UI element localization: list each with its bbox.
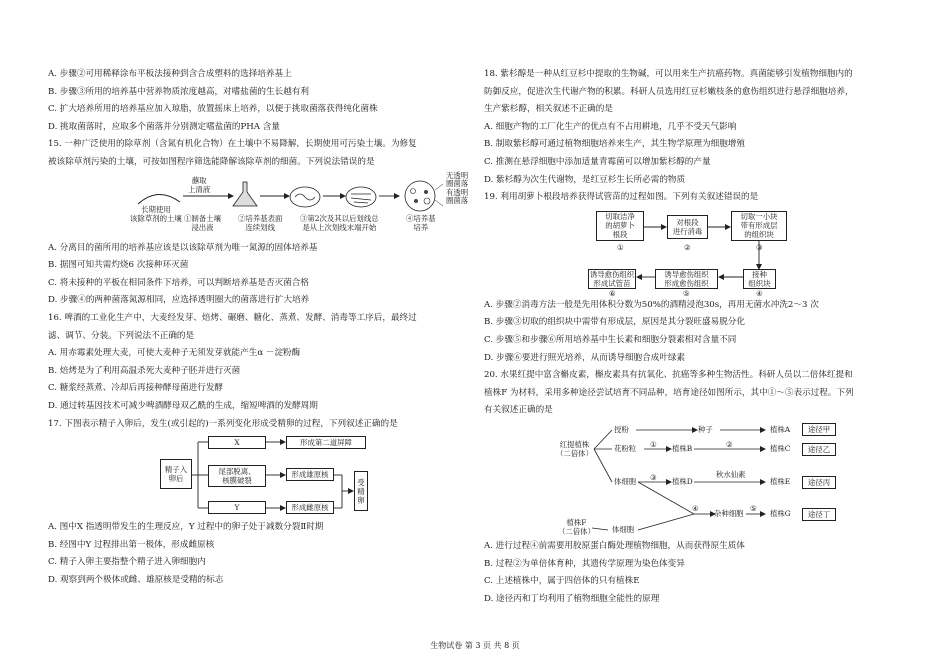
q14-option-c: C. 扩大培养所用的培养基应加入琼脂，放置摇床上培养，以便于挑取菌落获得纯化菌株 <box>48 104 378 115</box>
q18-stem-line2: 防御反应，促进次生代谢产物的积累。科研人员选用红豆杉嫩枝条的愈伤组织进行悬浮细胞培养， <box>484 86 854 97</box>
q20-option-c: C. 上述植株中，属于四倍体的只有植株E <box>484 576 640 587</box>
q19-num4: ④ <box>756 288 763 298</box>
q20-route-yi: 途径乙 <box>802 443 836 456</box>
q19-box1: 切取洁净 的胡萝卜 根段 <box>596 211 644 241</box>
q19-option-a: A. 步骤②消毒方法一般是先用体积分数为50%的酒精浸泡30s，再用无菌水冲洗2～3 次 <box>484 299 819 310</box>
right-column <box>484 66 904 608</box>
q19-option-d: D. 步骤⑥要进行照光培养，从而诱导细胞合成叶绿素 <box>484 352 686 363</box>
q20-figure <box>484 420 904 538</box>
q20-shoufen-label: 授粉 <box>614 424 629 434</box>
q20-num4: ④ <box>692 503 699 513</box>
q19-num1: ① <box>617 242 624 252</box>
q18-option-d: D. 紫杉醇为次生代谢物，是红豆杉生长所必需的物质 <box>484 174 686 185</box>
q17-start-box: 精子入 卵后 <box>160 459 192 489</box>
q15-step4-label: ④培养基 培养 <box>406 213 436 232</box>
q20-plantf-label: 植株F （二倍体） <box>558 517 595 536</box>
q20-plant-e: 植株E <box>770 476 791 486</box>
q19-num3: ③ <box>756 242 763 252</box>
q20-num3: ③ <box>650 472 657 482</box>
q18-option-b: B. 制取紫杉醇可通过植物细胞培养来生产，其生物学原理为细胞增殖 <box>484 139 745 150</box>
q18-option-c: C. 推测在悬浮细胞中添加适量青霉菌可以增加紫杉醇的产量 <box>484 156 711 167</box>
q20-tixibao2-label: 体细胞 <box>612 524 635 534</box>
q16-stem-line2: 滤、调节、分装。下列说法不正确的是 <box>48 330 195 341</box>
q15-step2-label: ②培养基表面 连续划线 <box>238 213 283 232</box>
q16-option-d: D. 通过转基因技术可减少啤酒酵母双乙酰的生成，缩短啤酒的发酵周期 <box>48 400 318 411</box>
q20-num1: ① <box>650 439 657 449</box>
q20-tixibao-label: 体细胞 <box>614 476 637 486</box>
q20-plant-g: 植株G <box>770 508 791 518</box>
q15-result-label: 无透明 圈菌落 有透明 圈菌落 <box>446 170 469 206</box>
q19-stem: 19. 利用胡萝卜根段培养获得试管苗的过程如图。下列有关叙述错误的是 <box>484 192 759 203</box>
q17-option-b: B. 经图中Y 过程排出第一极体，形成雌原核 <box>48 539 215 550</box>
q20-route-ding: 途径丁 <box>802 508 836 521</box>
q20-option-a: A. 进行过程④前需要用胶原蛋白酶处理植物细胞，从而获得原生质体 <box>484 540 745 551</box>
q14-option-b: B. 步骤③所用的培养基中营养物质浓度越高，对嗜盐菌的生长越有利 <box>48 86 309 97</box>
q14-option-a: A. 步骤②可用稀释涂布平板法接种到含合成塑料的选择培养基上 <box>48 69 292 79</box>
q17-option-c: C. 精子入卵主要指整个精子进入卵细胞内 <box>48 557 206 568</box>
q19-option-b: B. 步骤③切取的组织块中需带有形成层，原因是其分裂旺盛易脱分化 <box>484 317 745 328</box>
q15-step3-label: ③第2次及其以后划线总 是从上次划线末端开始 <box>300 213 379 232</box>
q20-plant-d: 植株D <box>672 476 693 486</box>
q20-route-jia: 途径甲 <box>802 423 836 436</box>
q20-stem-line3: 有关叙述正确的是 <box>484 405 553 416</box>
q14-option-d: D. 挑取菌落时，应取多个菌落并分别测定嗜盐菌的PHA 含量 <box>48 121 280 132</box>
q17-stem: 17. 下图表示精子入卵后，发生(或引起的)一系列变化形成受精卵的过程，下列叙述正确的是 <box>48 418 398 429</box>
q15-option-d: D. 步骤④的两种菌落氮源相同，应选择透明圈大的菌落进行扩大培养 <box>48 295 310 306</box>
q20-huafen-label: 花粉粒 <box>614 443 637 453</box>
q15-step1-label: ①制备土壤 浸出液 <box>184 213 221 232</box>
q17-option-a: A. 图中X 指透明带发生的生理反应，Y 过程中的卵子处于减数分裂Ⅱ时期 <box>48 522 324 533</box>
q20-plant-c: 植株C <box>770 443 791 453</box>
q19-box6: 诱导愈伤组织 形成试管苗 <box>589 269 635 288</box>
q15-figure <box>48 170 469 240</box>
q19-box4: 接种 组织块 <box>743 269 776 289</box>
q20-option-b: B. 过程②为单倍体育种，其遗传学原理为染色体变异 <box>484 558 685 569</box>
left-column <box>48 66 469 589</box>
q16-option-b: B. 焙烤是为了利用高温杀死大麦种子胚并进行灭菌 <box>48 365 241 376</box>
q15-stem-line2: 被该除草剂污染的土壤，可按如图程序筛选能降解该除草剂的细菌。下列说法错误的是 <box>48 156 375 167</box>
page-footer: 生物试卷 第 3 页 共 8 页 <box>430 641 520 650</box>
q15-soil-label: 长期使用 该除草剂的土壤 <box>130 204 182 223</box>
q17-y-box: Y <box>208 501 266 514</box>
q17-mid-box: 尾部脱离、 核膜破裂 <box>208 465 266 487</box>
q19-num6: ⑥ <box>609 288 616 298</box>
q15-stem-line1: 15. 一种广泛使用的除草剂（含氮有机化合物）在土壤中不易降解，长期使用可污染土壤。为修复 <box>48 139 417 150</box>
q19-option-c: C. 步骤⑤和步骤⑥所用培养基中生长素和细胞分裂素相对含量不同 <box>484 334 737 345</box>
q20-stem-line2: 植株F 为材料，采用多种途径尝试培育不同品种，培育途径如图所示，其中①～⑤表示过程。下列 <box>484 387 854 398</box>
q19-num5: ⑤ <box>683 288 690 298</box>
q17-x-box: X <box>208 436 266 449</box>
q17-final-box: 受 精 卵 <box>354 471 368 511</box>
q15-option-a: A. 分离目的菌所用的培养基应该是以该除草剂为唯一氮源的固体培养基 <box>48 242 318 253</box>
q19-num2: ② <box>684 242 691 252</box>
q20-hongti-label: 红提植株 （二倍体） <box>556 439 593 458</box>
q20-plant-b: 植株B <box>672 443 693 453</box>
q19-box5: 诱导愈伤组织 形成愈伤组织 <box>655 269 718 289</box>
q15-option-b: B. 据图可知共需灼烧6 次接种环灭菌 <box>48 260 189 271</box>
q16-stem-line1: 16. 啤酒的工业化生产中，大麦经发芽、焙烤、碾磨、糖化、蒸煮、发酵、消毒等工序后，最终过 <box>48 312 417 323</box>
q17-figure <box>48 433 460 519</box>
q20-zhongzi-label: 种子 <box>698 424 713 434</box>
q19-box3: 切取一小块 带有形成层 的组织块 <box>731 211 787 241</box>
q18-stem-line1: 18. 紫杉醇是一种从红豆杉中提取的生物碱，可以用来生产抗癌药物。真菌能够引发植物细胞内的 <box>484 69 853 79</box>
q20-zazhong-label: 杂种细胞 <box>714 508 744 518</box>
q20-option-d: D. 途径丙和丁均利用了植物细胞全能性的原理 <box>484 593 660 604</box>
q18-stem-line3: 生产紫杉醇，相关叙述不正确的是 <box>484 104 613 115</box>
q16-option-c: C. 糖浆经蒸煮、冷却后再接种酵母菌进行发酵 <box>48 383 224 394</box>
q15-supernatant-label: 蘸取 上清液 <box>188 175 211 194</box>
q19-box2: 对根段 进行消毒 <box>667 215 708 239</box>
q20-num5: ⑤ <box>750 503 757 513</box>
q19-figure <box>484 207 904 297</box>
q16-option-a: A. 用赤霉素处理大麦，可使大麦种子无须发芽就能产生α －淀粉酶 <box>48 348 301 359</box>
q20-stem-line1: 20. 水果红提中富含槲皮素，槲皮素具有抗氧化、抗癌等多种生物活性。科研人员以二倍体红提和 <box>484 370 853 381</box>
q20-diagram <box>484 420 904 538</box>
q18-option-a: A. 细胞产物的工厂化生产的优点有不占用耕地，几乎不受天气影响 <box>484 121 737 132</box>
q17-option-d: D. 观察到两个极体或雌、雄原核是受精的标志 <box>48 574 224 585</box>
q20-plant-a: 植株A <box>770 424 791 434</box>
q20-route-bing: 途径丙 <box>802 476 836 489</box>
q20-qiushui-label: 秋水仙素 <box>716 469 746 479</box>
q17-out1-box: 形成第二道屏障 <box>286 436 366 449</box>
q15-option-c: C. 将未接种的平板在相同条件下培养，可以判断培养基是否灭菌合格 <box>48 277 309 288</box>
q20-num2: ② <box>726 439 733 449</box>
q17-out2-box: 形成雄原核 <box>286 468 334 481</box>
q17-out3-box: 形成雌原核 <box>286 501 334 514</box>
